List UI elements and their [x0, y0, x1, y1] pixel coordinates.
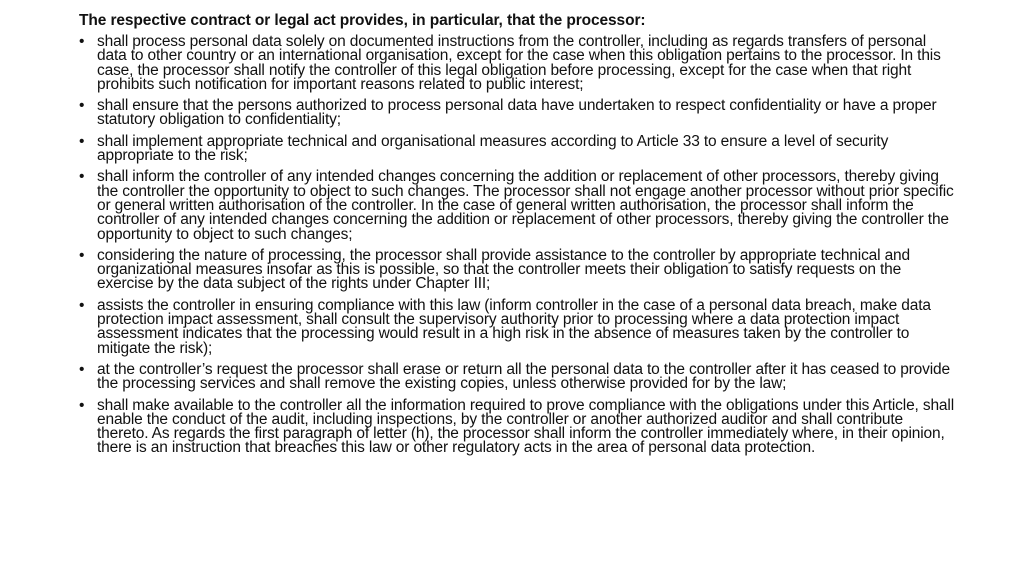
- bullet-icon: •: [79, 132, 85, 150]
- list-item-text: shall make available to the controller all the information required to prove compliance with the obligations under this Article, shall enable the conduct of the audit, including inspections, by the controller or another authorized auditor and shall contribute thereto. As regards the first paragraph of letter (h), the processor shall inform the controller immediately where, in their opinion, there is an instruction that breaches this law or other regulatory acts in the area of personal data protection.: [97, 396, 954, 457]
- list-item: [79, 360, 954, 393]
- list-item: [79, 35, 954, 92]
- bullet-icon: •: [79, 396, 85, 414]
- list-item: [79, 246, 954, 293]
- list-item: [79, 170, 954, 241]
- list-item: [79, 296, 954, 357]
- list-item: [79, 132, 954, 165]
- list-item: [79, 396, 954, 457]
- bullet-icon: •: [79, 246, 85, 264]
- list-item-text: at the controller’s request the processor shall erase or return all the personal data to the controller after it has ceased to provide the processing services and shall remove the existing copies, unless otherwise provided for by the law;: [97, 360, 950, 393]
- list-item-text: shall implement appropriate technical and organisational measures according to Article 33 to ensure a level of security appropriate to the risk;: [97, 132, 889, 165]
- list-item-text: shall process personal data solely on documented instructions from the controller, including as regards transfers of personal data to other country or an international organisation, except for the case when this obligation pertains to the processor. In this case, the processor shall notify the controller of this legal obligation before processing, except for the case when that right prohibits such notification for important reasons related to public interest;: [97, 33, 941, 93]
- list-item-text: assists the controller in ensuring compliance with this law (inform controller in the case of a personal data breach, make data protection impact assessment, shall consult the supervisory authority prior to processing where a data protection impact assessment indicates that the processing would result in a high risk in the absence of measures taken by the controller to mitigate the risk);: [97, 296, 931, 357]
- obligations-list: [79, 35, 954, 456]
- bullet-icon: •: [79, 360, 85, 378]
- document-heading: The respective contract or legal act provides, in particular, that the processor:: [79, 12, 646, 29]
- bullet-icon: •: [79, 296, 85, 314]
- list-item-text: considering the nature of processing, the processor shall provide assistance to the controller by appropriate technical and organizational measures insofar as this is possible, so that the controller meets their obligation to satisfy requests on the exercise by the data subject of the rights under Chapter III;: [97, 246, 911, 293]
- list-item-text: shall inform the controller of any intended changes concerning the addition or replacement of other processors, thereby giving the controller the opportunity to object to such changes. The processor shall not engage another processor without prior specific or general written authorisation of the controller. In the case of general written authorisation, the processor shall inform the controller of any intended changes concerning the addition or replacement of other processors, thereby giving the controller the opportunity to object to such changes;: [97, 168, 954, 243]
- bullet-icon: •: [79, 33, 85, 50]
- bullet-icon: •: [79, 168, 85, 186]
- list-item-text: shall ensure that the persons authorized to process personal data have undertaken to respect confidentiality or have a proper statutory obligation to confidentiality;: [97, 97, 937, 129]
- list-item: [79, 99, 954, 128]
- bullet-icon: •: [79, 97, 85, 115]
